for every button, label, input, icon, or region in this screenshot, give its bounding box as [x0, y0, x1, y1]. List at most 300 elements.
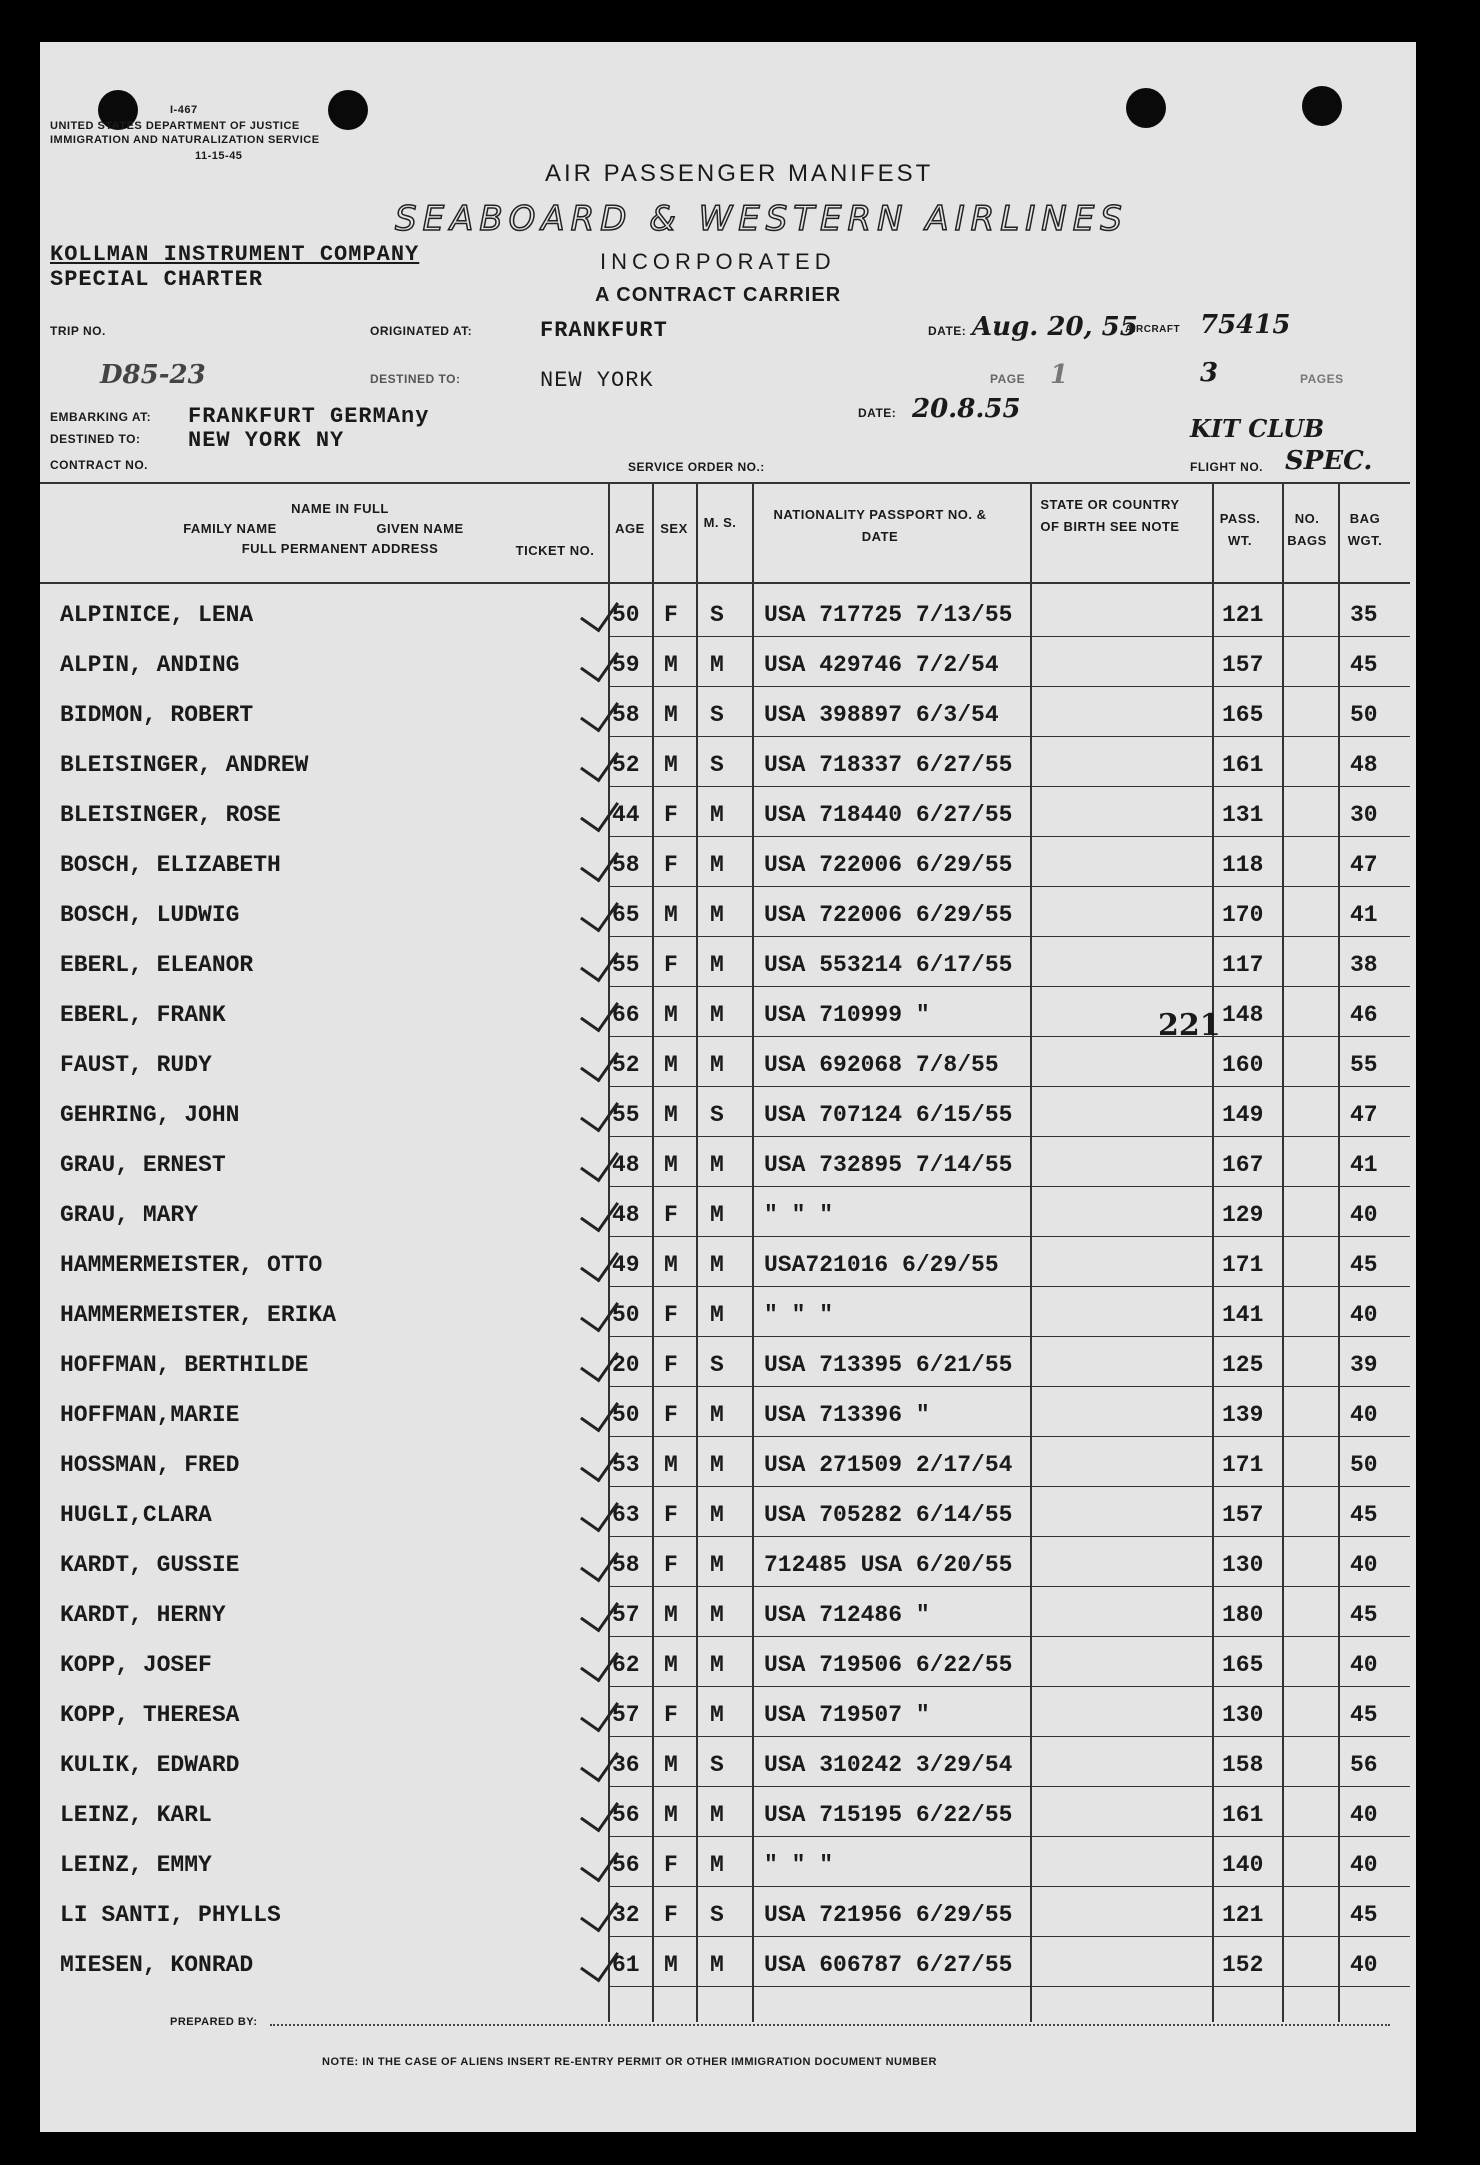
passenger-passport: USA 429746 7/2/54 — [764, 652, 999, 678]
col-name-header: NAME IN FULL — [291, 501, 389, 516]
passenger-passport: USA 715195 6/22/55 — [764, 1802, 1013, 1828]
passenger-name: LEINZ, KARL — [60, 1802, 212, 1828]
passenger-name: GRAU, ERNEST — [60, 1152, 226, 1178]
special-charter: SPECIAL CHARTER — [50, 267, 264, 292]
passenger-weight: 125 — [1222, 1352, 1264, 1378]
col-family-name: FAMILY NAME — [183, 521, 277, 536]
passenger-bag-weight: 40 — [1350, 1552, 1378, 1578]
row-rule — [608, 1736, 1410, 1737]
punch-hole — [328, 90, 368, 130]
passenger-name: GRAU, MARY — [60, 1202, 199, 1228]
passenger-name: KOPP, JOSEF — [60, 1652, 212, 1678]
passenger-name: HAMMERMEISTER, OTTO — [60, 1252, 323, 1278]
manifest-sheet — [40, 42, 1416, 2132]
row-rule — [608, 986, 1410, 987]
punch-hole — [1126, 88, 1166, 128]
row-rule — [608, 736, 1410, 737]
passenger-sex: F — [664, 1302, 678, 1328]
passenger-age: 49 — [612, 1252, 640, 1278]
passenger-sex: F — [664, 802, 678, 828]
row-rule — [608, 636, 1410, 637]
table-row — [40, 892, 1410, 942]
passenger-marital-status: M — [710, 1852, 724, 1878]
prepared-by-label: PREPARED BY: — [170, 2016, 258, 2028]
passenger-sex: M — [664, 1152, 678, 1178]
header-rule — [40, 482, 1410, 484]
passenger-name: HAMMERMEISTER, ERIKA — [60, 1302, 337, 1328]
passenger-passport: USA 712486 " — [764, 1602, 930, 1628]
passenger-name: KULIK, EDWARD — [60, 1752, 240, 1778]
passenger-weight: 118 — [1222, 852, 1264, 878]
passenger-marital-status: S — [710, 1102, 724, 1128]
table-row — [40, 1142, 1410, 1192]
passenger-bag-weight: 40 — [1350, 1402, 1378, 1428]
page-label: PAGE — [990, 372, 1026, 386]
row-rule — [608, 1236, 1410, 1237]
passenger-sex: M — [664, 1452, 678, 1478]
passenger-name: KARDT, GUSSIE — [60, 1552, 240, 1578]
passenger-weight: 139 — [1222, 1402, 1264, 1428]
row-rule — [608, 1136, 1410, 1137]
passenger-age: 66 — [612, 1002, 640, 1028]
table-row — [40, 842, 1410, 892]
kit-club: KIT CLUB — [1190, 414, 1325, 443]
passenger-age: 63 — [612, 1502, 640, 1528]
passenger-name: HUGLI,CLARA — [60, 1502, 212, 1528]
manifest-title: AIR PASSENGER MANIFEST — [545, 160, 934, 187]
table-row — [40, 1392, 1410, 1442]
passenger-passport: USA 718337 6/27/55 — [764, 752, 1013, 778]
passenger-weight: 130 — [1222, 1702, 1264, 1728]
table-row — [40, 1892, 1410, 1942]
passenger-weight: 140 — [1222, 1852, 1264, 1878]
passenger-age: 53 — [612, 1452, 640, 1478]
passenger-marital-status: M — [710, 1402, 724, 1428]
passenger-passport: USA721016 6/29/55 — [764, 1252, 999, 1278]
table-row — [40, 1942, 1410, 1992]
passenger-bag-weight: 45 — [1350, 1502, 1378, 1528]
embarking-value: FRANKFURT GERMAny — [188, 404, 430, 429]
passenger-weight: 130 — [1222, 1552, 1264, 1578]
passenger-marital-status: M — [710, 1452, 724, 1478]
passenger-marital-status: M — [710, 902, 724, 928]
passenger-bag-weight: 38 — [1350, 952, 1378, 978]
passenger-sex: F — [664, 852, 678, 878]
passenger-bag-weight: 40 — [1350, 1952, 1378, 1978]
passenger-age: 58 — [612, 702, 640, 728]
destined2-label: DESTINED TO: — [50, 432, 141, 446]
passenger-name: HOSSMAN, FRED — [60, 1452, 240, 1478]
passenger-weight: 180 — [1222, 1602, 1264, 1628]
row-rule — [608, 1886, 1410, 1887]
passenger-marital-status: S — [710, 752, 724, 778]
passenger-passport: USA 713395 6/21/55 — [764, 1352, 1013, 1378]
passenger-sex: M — [664, 1952, 678, 1978]
row-rule — [608, 1436, 1410, 1437]
passenger-passport: USA 719507 " — [764, 1702, 930, 1728]
passenger-bag-weight: 56 — [1350, 1752, 1378, 1778]
trip-no-label: TRIP NO. — [50, 324, 106, 338]
date-value: Aug. 20, 55 — [972, 312, 1138, 342]
passenger-sex: F — [664, 1902, 678, 1928]
passenger-sex: F — [664, 1502, 678, 1528]
passenger-bag-weight: 46 — [1350, 1002, 1378, 1028]
passenger-passport: USA 713396 " — [764, 1402, 930, 1428]
passenger-weight: 160 — [1222, 1052, 1264, 1078]
passenger-name: FAUST, RUDY — [60, 1052, 212, 1078]
passenger-sex: M — [664, 1752, 678, 1778]
passenger-bag-weight: 40 — [1350, 1202, 1378, 1228]
footer-note: NOTE: IN THE CASE OF ALIENS INSERT RE-ENTRY PERMIT OR OTHER IMMIGRATION DOCUMENT NUMBER — [322, 2056, 937, 2068]
passenger-weight: 131 — [1222, 802, 1264, 828]
passenger-weight: 141 — [1222, 1302, 1264, 1328]
passenger-marital-status: M — [710, 1802, 724, 1828]
passenger-bag-weight: 30 — [1350, 802, 1378, 828]
passenger-sex: F — [664, 952, 678, 978]
passenger-marital-status: M — [710, 1952, 724, 1978]
passenger-sex: M — [664, 1652, 678, 1678]
passenger-sex: F — [664, 1852, 678, 1878]
destined2-value: NEW YORK NY — [188, 428, 345, 453]
passenger-marital-status: M — [710, 1002, 724, 1028]
passenger-name: EBERL, FRANK — [60, 1002, 226, 1028]
passenger-sex: F — [664, 1702, 678, 1728]
passenger-weight: 158 — [1222, 1752, 1264, 1778]
passenger-age: 58 — [612, 1552, 640, 1578]
row-rule — [608, 1186, 1410, 1187]
row-rule — [608, 1286, 1410, 1287]
annotation-221: 221 — [1158, 1008, 1221, 1043]
passenger-marital-status: M — [710, 1652, 724, 1678]
aircraft-label: AIRCRAFT — [1125, 324, 1181, 335]
passenger-weight: 161 — [1222, 1802, 1264, 1828]
passenger-name: KOPP, THERESA — [60, 1702, 240, 1728]
col-given-name: GIVEN NAME — [376, 521, 464, 536]
incorporated: INCORPORATED — [600, 249, 836, 274]
passenger-sex: F — [664, 1352, 678, 1378]
embarking-label: EMBARKING AT: — [50, 410, 152, 424]
passenger-bag-weight: 40 — [1350, 1852, 1378, 1878]
table-row — [40, 942, 1410, 992]
form-code: I-467 — [170, 104, 198, 116]
contract-carrier: A CONTRACT CARRIER — [595, 284, 842, 306]
passenger-bag-weight: 40 — [1350, 1302, 1378, 1328]
flight-no2-value: SPEC. — [1285, 446, 1373, 476]
pages-label: PAGES — [1300, 372, 1344, 386]
date2-value: 20.8.55 — [912, 394, 1021, 424]
row-rule — [608, 1336, 1410, 1337]
table-row — [40, 1792, 1410, 1842]
passenger-bag-weight: 40 — [1350, 1652, 1378, 1678]
originated-label: ORIGINATED AT: — [370, 324, 473, 338]
passenger-age: 52 — [612, 1052, 640, 1078]
passenger-sex: M — [664, 752, 678, 778]
passenger-marital-status: S — [710, 1352, 724, 1378]
passenger-sex: M — [664, 1252, 678, 1278]
table-row — [40, 1742, 1410, 1792]
passenger-age: 20 — [612, 1352, 640, 1378]
table-row — [40, 1292, 1410, 1342]
passenger-passport: USA 705282 6/14/55 — [764, 1502, 1013, 1528]
passenger-sex: M — [664, 1002, 678, 1028]
col-bag-wt: BAG WGT. — [1347, 511, 1383, 548]
row-rule — [608, 1786, 1410, 1787]
passenger-passport: USA 722006 6/29/55 — [764, 902, 1013, 928]
passenger-weight: 171 — [1222, 1452, 1264, 1478]
date2-label: DATE: — [858, 406, 897, 420]
passenger-marital-status: S — [710, 1902, 724, 1928]
passenger-bag-weight: 45 — [1350, 652, 1378, 678]
passenger-marital-status: M — [710, 852, 724, 878]
passenger-weight: 161 — [1222, 752, 1264, 778]
passenger-sex: M — [664, 1052, 678, 1078]
destined-label: DESTINED TO: — [370, 372, 461, 386]
passenger-marital-status: S — [710, 702, 724, 728]
passenger-sex: F — [664, 1402, 678, 1428]
passenger-weight: 165 — [1222, 1652, 1264, 1678]
passenger-age: 48 — [612, 1152, 640, 1178]
passenger-weight: 152 — [1222, 1952, 1264, 1978]
passenger-name: EBERL, ELEANOR — [60, 952, 254, 978]
row-rule — [608, 1986, 1410, 1987]
destined-value: NEW YORK — [540, 368, 654, 393]
passenger-age: 50 — [612, 602, 640, 628]
passenger-age: 52 — [612, 752, 640, 778]
flight-no2-label: FLIGHT NO. — [1190, 460, 1263, 474]
row-rule — [608, 1586, 1410, 1587]
form-date: 11-15-45 — [195, 150, 243, 162]
passenger-passport: USA 553214 6/17/55 — [764, 952, 1013, 978]
row-rule — [608, 1086, 1410, 1087]
passenger-age: 56 — [612, 1852, 640, 1878]
table-row — [40, 1642, 1410, 1692]
column-header-rule — [40, 582, 1410, 584]
passenger-sex: M — [664, 702, 678, 728]
row-rule — [608, 1536, 1410, 1537]
passenger-passport: USA 721956 6/29/55 — [764, 1902, 1013, 1928]
passenger-bag-weight: 41 — [1350, 1152, 1378, 1178]
aircraft-value: 75415 — [1200, 310, 1291, 340]
row-rule — [608, 836, 1410, 837]
passenger-marital-status: M — [710, 1552, 724, 1578]
passenger-passport: USA 710999 " — [764, 1002, 930, 1028]
passenger-name: HOFFMAN,MARIE — [60, 1402, 240, 1428]
passenger-age: 56 — [612, 1802, 640, 1828]
table-row — [40, 792, 1410, 842]
passenger-weight: 149 — [1222, 1102, 1264, 1128]
contract-label: CONTRACT NO. — [50, 458, 148, 472]
passenger-bag-weight: 55 — [1350, 1052, 1378, 1078]
passenger-bag-weight: 39 — [1350, 1352, 1378, 1378]
table-row — [40, 1042, 1410, 1092]
passenger-age: 65 — [612, 902, 640, 928]
passenger-bag-weight: 47 — [1350, 1102, 1378, 1128]
page-value: 1 — [1050, 360, 1069, 390]
row-rule — [608, 686, 1410, 687]
passenger-passport: USA 718440 6/27/55 — [764, 802, 1013, 828]
passenger-marital-status: M — [710, 652, 724, 678]
table-row — [40, 1592, 1410, 1642]
table-row — [40, 1192, 1410, 1242]
passenger-age: 58 — [612, 852, 640, 878]
passenger-marital-status: M — [710, 1502, 724, 1528]
table-row — [40, 1342, 1410, 1392]
col-ms: M. S. — [703, 515, 737, 530]
table-row — [40, 692, 1410, 742]
passenger-weight: 117 — [1222, 952, 1264, 978]
col-ticket: TICKET NO. — [515, 543, 595, 558]
airline-name: SEABOARD & WESTERN AIRLINES — [395, 199, 1128, 239]
passenger-name: KARDT, HERNY — [60, 1602, 226, 1628]
row-rule — [608, 1486, 1410, 1487]
table-row — [40, 1692, 1410, 1742]
passenger-age: 61 — [612, 1952, 640, 1978]
passenger-name: BLEISINGER, ROSE — [60, 802, 281, 828]
passenger-sex: F — [664, 1202, 678, 1228]
table-row — [40, 642, 1410, 692]
passenger-bag-weight: 45 — [1350, 1602, 1378, 1628]
table-row — [40, 1092, 1410, 1142]
passenger-marital-status: M — [710, 1052, 724, 1078]
passenger-name: MIESEN, KONRAD — [60, 1952, 254, 1978]
passenger-sex: F — [664, 602, 678, 628]
passenger-weight: 157 — [1222, 1502, 1264, 1528]
passenger-bag-weight: 50 — [1350, 702, 1378, 728]
passenger-passport: USA 722006 6/29/55 — [764, 852, 1013, 878]
passenger-marital-status: S — [710, 602, 724, 628]
col-address: FULL PERMANENT ADDRESS — [241, 541, 439, 556]
row-rule — [608, 1386, 1410, 1387]
company-name: KOLLMAN INSTRUMENT COMPANY — [50, 242, 420, 267]
passenger-name: LI SANTI, PHYLLS — [60, 1902, 281, 1928]
passenger-marital-status: M — [710, 1152, 724, 1178]
row-rule — [608, 1936, 1410, 1937]
passenger-passport: USA 398897 6/3/54 — [764, 702, 999, 728]
col-sex: SEX — [660, 521, 688, 536]
passenger-marital-status: M — [710, 1302, 724, 1328]
passenger-bag-weight: 48 — [1350, 752, 1378, 778]
passenger-bag-weight: 50 — [1350, 1452, 1378, 1478]
passenger-age: 57 — [612, 1602, 640, 1628]
form-department: UNITED STATES DEPARTMENT OF JUSTICE — [50, 120, 300, 132]
passenger-weight: 167 — [1222, 1152, 1264, 1178]
passenger-age: 55 — [612, 952, 640, 978]
passenger-passport: USA 707124 6/15/55 — [764, 1102, 1013, 1128]
passenger-passport: " " " — [764, 1852, 834, 1878]
table-row — [40, 1242, 1410, 1292]
col-age: AGE — [615, 521, 645, 536]
passenger-name: ALPIN, ANDING — [60, 652, 240, 678]
passenger-name: GEHRING, JOHN — [60, 1102, 240, 1128]
passenger-passport: USA 692068 7/8/55 — [764, 1052, 999, 1078]
punch-hole — [1302, 86, 1342, 126]
row-rule — [608, 1836, 1410, 1837]
passenger-weight: 157 — [1222, 652, 1264, 678]
passenger-bag-weight: 45 — [1350, 1902, 1378, 1928]
passenger-age: 50 — [612, 1402, 640, 1428]
passenger-age: 48 — [612, 1202, 640, 1228]
passenger-weight: 121 — [1222, 1902, 1264, 1928]
passenger-bag-weight: 45 — [1350, 1702, 1378, 1728]
passenger-marital-status: M — [710, 802, 724, 828]
passenger-bag-weight: 35 — [1350, 602, 1378, 628]
passenger-sex: F — [664, 1552, 678, 1578]
passenger-passport: USA 732895 7/14/55 — [764, 1152, 1013, 1178]
passenger-name: HOFFMAN, BERTHILDE — [60, 1352, 309, 1378]
row-rule — [608, 886, 1410, 887]
row-rule — [608, 1686, 1410, 1687]
passenger-marital-status: S — [710, 1752, 724, 1778]
passenger-age: 32 — [612, 1902, 640, 1928]
passenger-weight: 129 — [1222, 1202, 1264, 1228]
passenger-name: ALPINICE, LENA — [60, 602, 254, 628]
passenger-passport: 712485 USA 6/20/55 — [764, 1552, 1013, 1578]
passenger-marital-status: M — [710, 1252, 724, 1278]
row-rule — [608, 936, 1410, 937]
table-row — [40, 592, 1410, 642]
table-row — [40, 1442, 1410, 1492]
passenger-weight: 170 — [1222, 902, 1264, 928]
flight-no-value: D85-23 — [100, 360, 206, 390]
service-order-label: SERVICE ORDER NO.: — [628, 460, 765, 474]
passenger-sex: M — [664, 1602, 678, 1628]
row-rule — [608, 1636, 1410, 1637]
form-service: IMMIGRATION AND NATURALIZATION SERVICE — [50, 134, 320, 146]
passenger-marital-status: M — [710, 1202, 724, 1228]
passenger-bag-weight: 47 — [1350, 852, 1378, 878]
passenger-name: BLEISINGER, ANDREW — [60, 752, 309, 778]
col-no-bags: NO. BAGS — [1287, 511, 1327, 548]
passenger-sex: M — [664, 1802, 678, 1828]
passenger-age: 62 — [612, 1652, 640, 1678]
passenger-age: 57 — [612, 1702, 640, 1728]
passenger-passport: USA 719506 6/22/55 — [764, 1652, 1013, 1678]
row-rule — [608, 786, 1410, 787]
passenger-age: 44 — [612, 802, 640, 828]
col-state: STATE OR COUNTRY OF BIRTH SEE NOTE — [1040, 497, 1180, 534]
passenger-marital-status: M — [710, 1602, 724, 1628]
passenger-name: BIDMON, ROBERT — [60, 702, 254, 728]
passenger-age: 59 — [612, 652, 640, 678]
passenger-weight: 165 — [1222, 702, 1264, 728]
passenger-name: BOSCH, LUDWIG — [60, 902, 240, 928]
date-label: DATE: — [928, 324, 967, 338]
passenger-sex: M — [664, 902, 678, 928]
passenger-passport: USA 717725 7/13/55 — [764, 602, 1013, 628]
row-rule — [608, 1036, 1410, 1037]
passenger-bag-weight: 41 — [1350, 902, 1378, 928]
passenger-marital-status: M — [710, 1702, 724, 1728]
passenger-age: 50 — [612, 1302, 640, 1328]
table-row — [40, 1492, 1410, 1542]
passenger-marital-status: M — [710, 952, 724, 978]
col-nationality: NATIONALITY PASSPORT NO. & DATE — [773, 507, 987, 544]
passenger-passport: USA 271509 2/17/54 — [764, 1452, 1013, 1478]
passenger-name: LEINZ, EMMY — [60, 1852, 212, 1878]
passenger-weight: 121 — [1222, 602, 1264, 628]
passenger-passport: " " " — [764, 1202, 834, 1228]
passenger-weight: 171 — [1222, 1252, 1264, 1278]
col-pass-wt: PASS. WT. — [1219, 511, 1261, 548]
passenger-passport: USA 606787 6/27/55 — [764, 1952, 1013, 1978]
passenger-name: BOSCH, ELIZABETH — [60, 852, 281, 878]
passenger-bag-weight: 40 — [1350, 1802, 1378, 1828]
originated-value: FRANKFURT — [540, 318, 668, 343]
passenger-age: 55 — [612, 1102, 640, 1128]
passenger-sex: M — [664, 1102, 678, 1128]
passenger-weight: 148 — [1222, 1002, 1264, 1028]
passenger-bag-weight: 45 — [1350, 1252, 1378, 1278]
